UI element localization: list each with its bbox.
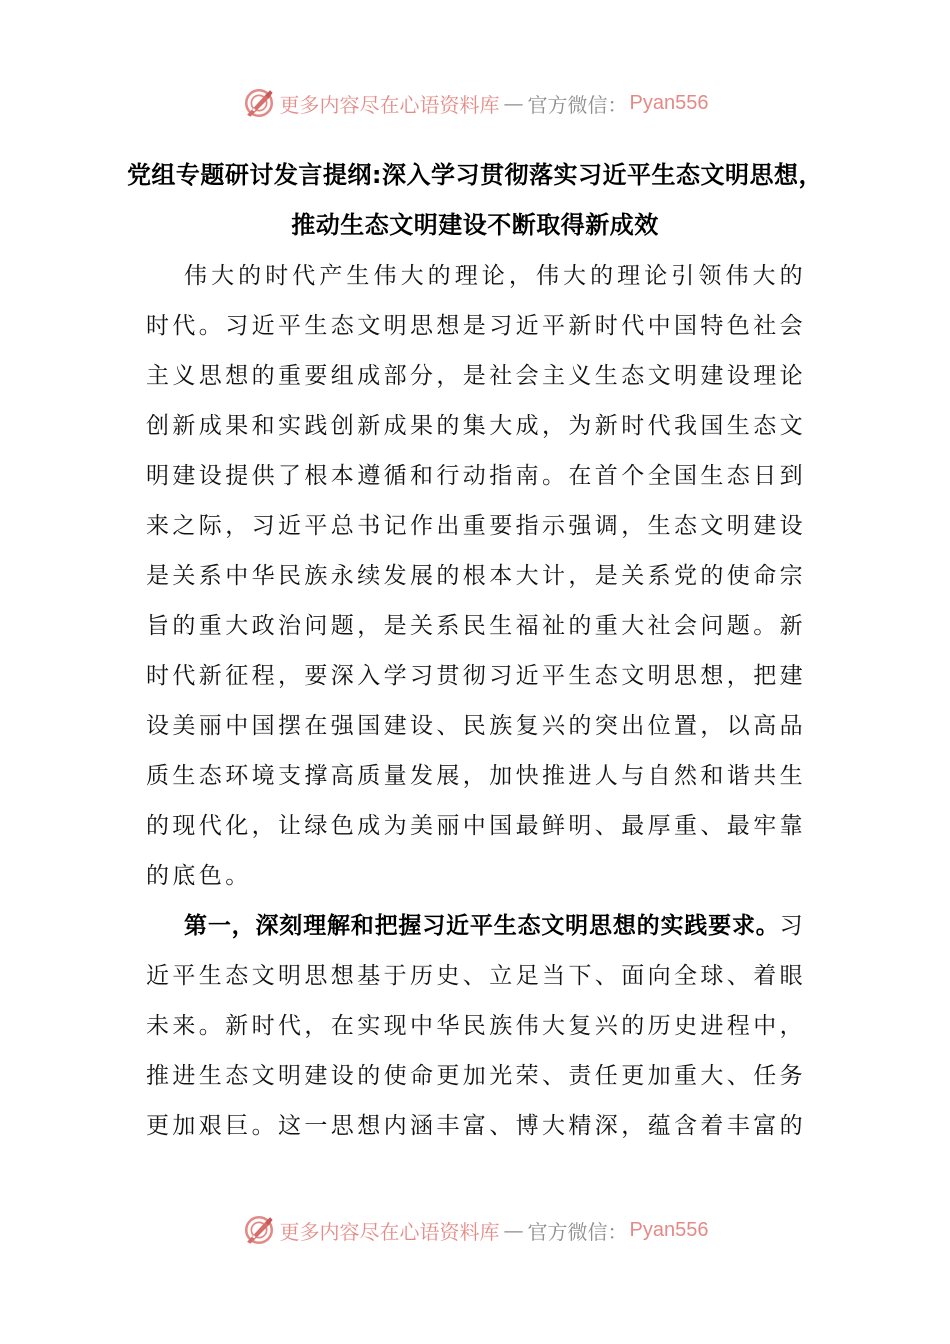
section-text: 习近平生态文明思想基于历史、立足当下、面向全球、着眼未来。新时代，在实现中华民族伟大复兴的历史进程中，推进生态文明建设的使命更加光荣、责任更加重大、任务更加艰巨。这一思想内涵丰富、博大精深，蕴含着丰富的 <box>146 913 806 1139</box>
body-paragraph: 伟大的时代产生伟大的理论，伟大的理论引领伟大的时代。习近平生态文明思想是习近平新时代中国特色社会主义思想的重要组成部分，是社会主义生态文明建设理论创新成果和实践创新成果的集大成，为新时代我国生态文明建设提供了根本遵循和行动指南。在首个全国生态日到来之际，习近平总书记作出重要指示强调，生态文明建设是关系中华民族永续发展的根本大计，是关系党的使命宗旨的重大政治问题，是关系民生福祉的重大社会问题。新时代新征程，要深入学习贯彻习近平生态文明思想，把建设美丽中国摆在强国建设、民族复兴的突出位置，以高品质生态环境支撑高质量发展，加快推进人与自然和谐共生的现代化，让绿色成为美丽中国最鲜明、最厚重、最牢靠的底色。 <box>146 263 806 889</box>
document-title: 党组专题研讨发言提纲:深入学习贯彻落实习近平生态文明思想，推动生态文明建设不断取得新成效 <box>126 161 824 239</box>
watermark-separator: — <box>503 91 524 115</box>
watermark-banner-top <box>0 83 950 123</box>
watermark-id: Pyan556 <box>629 1218 709 1241</box>
pen-logo-icon <box>242 86 276 120</box>
section-paragraph <box>146 901 806 1151</box>
watermark-label: 官方微信： <box>527 92 628 117</box>
pen-logo-icon <box>242 1213 276 1247</box>
section-heading: 第一，深刻理解和把握习近平生态文明思想的实践要求。 <box>184 913 780 939</box>
watermark-id: Pyan556 <box>629 91 709 114</box>
watermark-text: 更多内容尽在心语资料库 <box>279 1219 500 1244</box>
watermark-label: 官方微信： <box>527 1219 628 1244</box>
watermark-text: 更多内容尽在心语资料库 <box>279 92 500 117</box>
watermark-separator: — <box>503 1218 524 1242</box>
watermark-banner-bottom <box>0 1210 950 1250</box>
